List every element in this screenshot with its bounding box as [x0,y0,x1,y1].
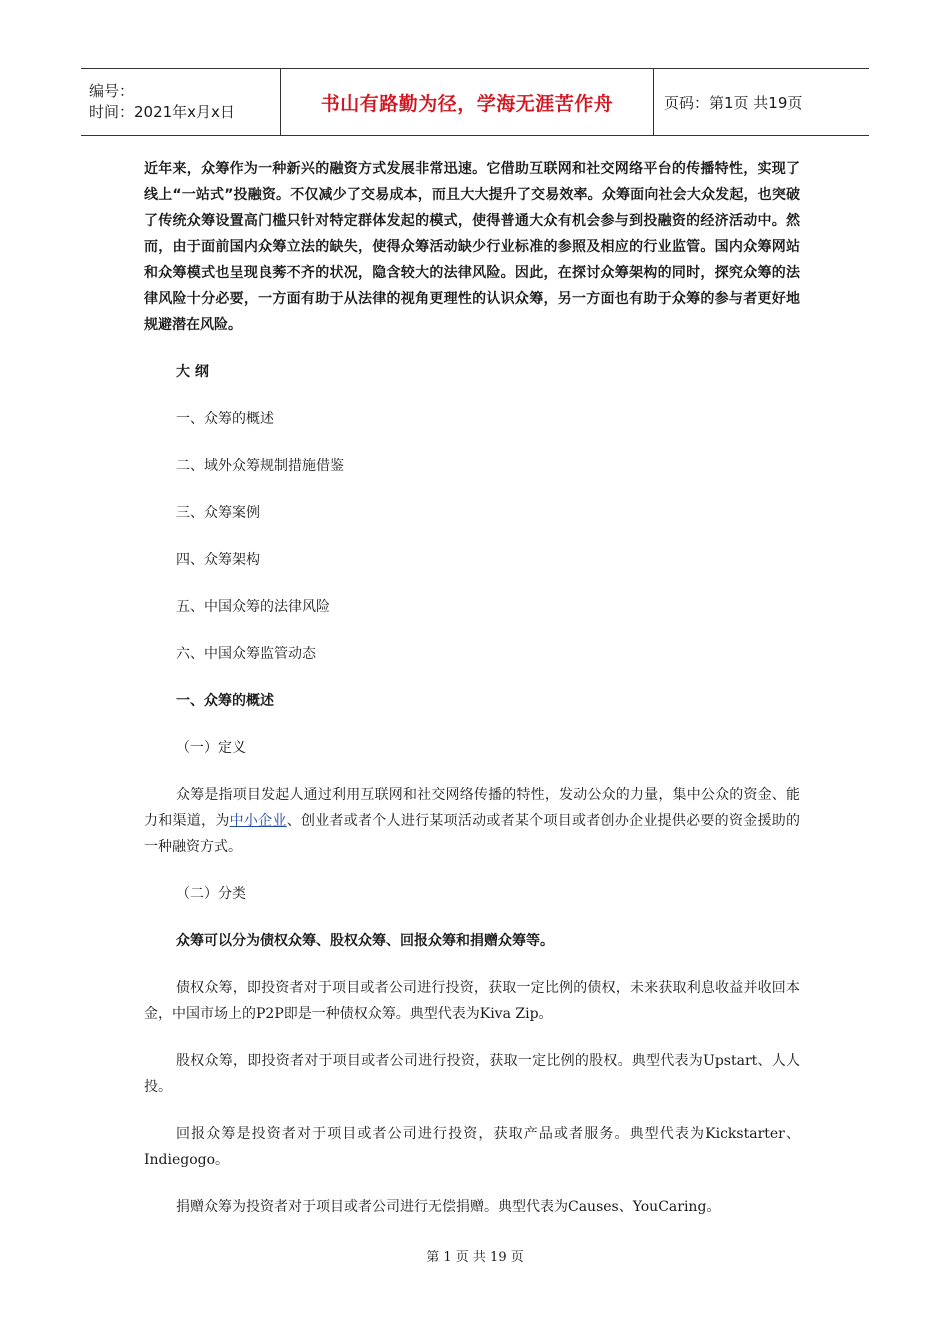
outline-title: 大 纲 [176,364,209,380]
outline-item: 五、中国众筹的法律风险 [176,599,330,615]
page-header [81,68,869,136]
sme-link[interactable]: 中小企业 [229,813,287,829]
document-body [144,156,800,1241]
intro-paragraph: 近年来，众筹作为一种新兴的融资方式发展非常迅速。它借助互联网和社交网络平台的传播特性，实现了线上“一站式”投融资。不仅减少了交易成本，而且大大提升了交易效率。众筹面向社会大众发起，也突破了传统众筹设置高门槛只针对特定群体发起的模式，使得普通大众有机会参与到投融资的经济活动中。然而，由于面前国内众筹立法的缺失，使得众筹活动缺少行业标准的参照及相应的行业监管。国内众筹网站和众筹模式也呈现良莠不齐的状况，隐含较大的法律风险。因此，在探讨众筹架构的同时，探究众筹的法律风险十分必要，一方面有助于从法律的视角更理性的认识众筹，另一方面也有助于众筹的参与者更好地规避潜在风险。 [144,161,800,333]
outline-item: 六、中国众筹监管动态 [176,646,316,662]
document-number-label: 编号： [89,82,135,100]
equity-crowdfunding-paragraph: 股权众筹，即投资者对于项目或者公司进行投资，获取一定比例的股权。典型代表为Upstart、人人投。 [144,1053,800,1095]
donation-crowdfunding-paragraph: 捐赠众筹为投资者对于项目或者公司进行无偿捐赠。典型代表为Causes、YouCaring。 [176,1199,721,1215]
outline-item: 四、众筹架构 [176,552,260,568]
header-page-cell [654,69,869,135]
outline-item: 一、众筹的概述 [176,411,274,427]
definition-text-after: 、创业者或者个人进行某项活动或者某个项目或者创办企业提供必要的资金援助的一种融资方式。 [144,813,801,855]
page-footer: 第 1 页 共 19 页 [426,1250,524,1265]
outline-item: 三、众筹案例 [176,505,260,521]
debt-crowdfunding-paragraph: 债权众筹，即投资者对于项目或者公司进行投资，获取一定比例的债权，未来获取利息收益并收回本金，中国市场上的P2P即是一种债权众筹。典型代表为Kiva Zip。 [144,980,800,1022]
classification-lead: 众筹可以分为债权众筹、股权众筹、回报众筹和捐赠众筹等。 [176,933,554,949]
header-meta [81,69,281,135]
header-motto-cell [281,69,654,135]
reward-crowdfunding-paragraph: 回报众筹是投资者对于项目或者公司进行投资，获取产品或者服务。典型代表为Kickstarter、Indiegogo。 [144,1126,800,1168]
header-page-number: 页码：第1页 共19页 [664,93,803,112]
outline-item: 二、域外众筹规制措施借鉴 [176,458,344,474]
header-motto: 书山有路勤为径，学海无涯苦作舟 [320,92,614,115]
definition-text-before: 众筹是指项目发起人通过利用互联网和社交网络传播的特性，发动公众的力量，集中公众的资金、能力和渠道，为 [144,787,800,829]
section-heading: 一、众筹的概述 [176,693,274,709]
definition-paragraph [144,782,800,860]
document-time-label: 时间：2021年x月x日 [89,103,235,121]
subsection-heading-definition: （一）定义 [176,740,246,756]
subsection-heading-classification: （二）分类 [176,886,246,902]
